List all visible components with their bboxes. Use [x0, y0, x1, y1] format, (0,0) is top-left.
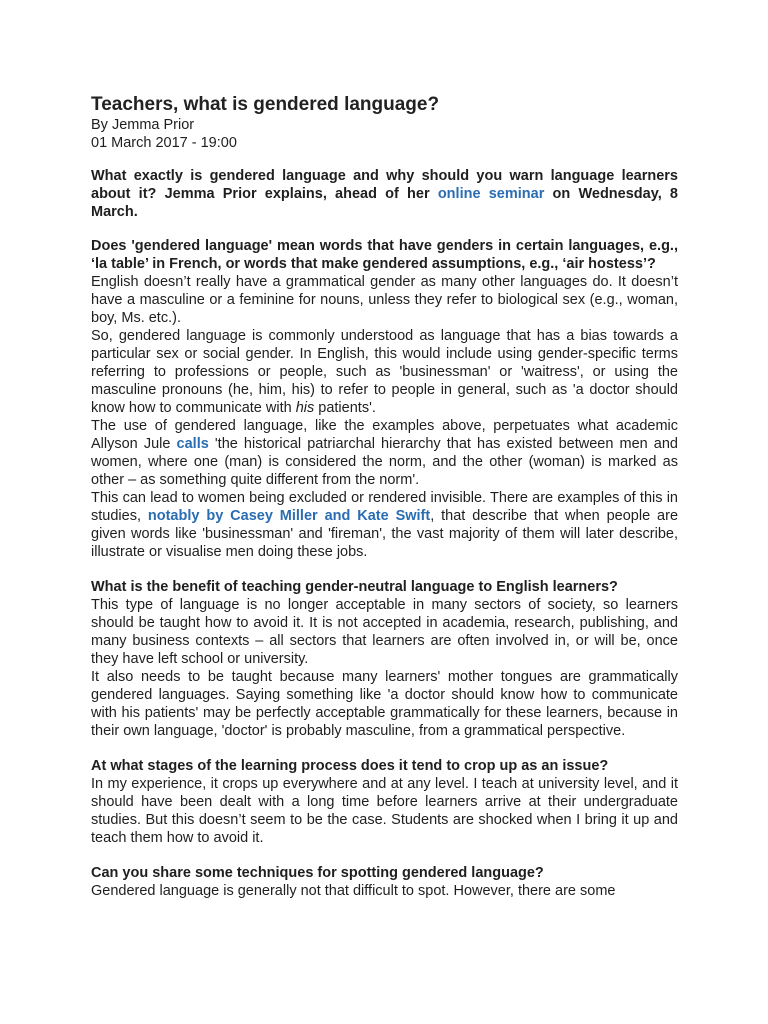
- section1-paragraph-4: [91, 489, 678, 561]
- section4-heading: Can you share some techniques for spotting gendered language?: [91, 865, 544, 881]
- miller-swift-link[interactable]: notably by Casey Miller and Kate Swift: [147, 508, 431, 524]
- section1-paragraph-2: [91, 327, 678, 417]
- section1-p4-before: This can lead to women being excluded or rendered invisible. There are examples of this in studies,: [91, 490, 678, 524]
- calls-link[interactable]: calls: [176, 436, 209, 452]
- section1-p2-after: patients'.: [314, 400, 376, 416]
- article: [91, 93, 678, 900]
- section3-heading: At what stages of the learning process does it tend to crop up as an issue?: [91, 758, 609, 774]
- section1-paragraph-3: [91, 417, 678, 489]
- section1-heading: Does 'gendered language' mean words that have genders in certain languages, e.g., ‘la table’ in French, or words that make gendered assumptions, e.g., ‘air hostess’?: [91, 238, 678, 272]
- online-seminar-link[interactable]: online seminar: [437, 186, 545, 202]
- publish-date: 01 March 2017 - 19:00: [91, 135, 237, 151]
- section2-paragraph-2: It also needs to be taught because many learners' mother tongues are grammatically gendered languages. Saying something like 'a doctor should know how to communicate with his patients' may be perfectly acceptable grammatically for these learners, because in their own language, 'doctor' is probably masculine, from a grammatical perspective.: [91, 669, 678, 739]
- section4-paragraph-1: Gendered language is generally not that difficult to spot. However, there are some: [91, 883, 616, 899]
- section1-p2-emphasis: his: [295, 400, 315, 416]
- section1-p4-after: , that describe that when people are given words like 'businessman' and 'fireman', the vast majority of them will later describe, illustrate or visualise men doing these jobs.: [91, 508, 679, 560]
- section1-p2-before: So, gendered language is commonly understood as language that has a bias towards a particular sex or social gender. In English, this would include using gender-specific terms referring to professions or people, such as 'businessman' or 'waitress', or using the masculine pronouns (he, him, his) to refer to people in general, such as 'a doctor should know how to communicate with: [91, 328, 678, 416]
- section1-paragraph-1: English doesn’t really have a grammatical gender as many other languages do. It doesn’t have a masculine or a feminine for nouns, unless they refer to biological sex (e.g., woman, boy, Ms. etc.).: [91, 274, 678, 326]
- lead-paragraph: [91, 167, 678, 221]
- lead-text-after: on Wednesday, 8 March.: [91, 186, 678, 220]
- section3-paragraph-1: In my experience, it crops up everywhere and at any level. I teach at university level, and it should have been dealt with a long time before learners arrive at their undergraduate studies. But this doesn’t seem to be the case. Students are shocked when I bring it up and teach them how to avoid it.: [91, 776, 678, 846]
- section1-p3-after: 'the historical patriarchal hierarchy that has existed between men and women, where one (man) is considered the norm, and the other (woman) is marked as other – as something quite different from the norm'.: [91, 436, 678, 488]
- byline: By Jemma Prior: [91, 117, 195, 133]
- lead-text-before: What exactly is gendered language and why should you warn language learners about it? Jemma Prior explains, ahead of her: [91, 168, 678, 202]
- article-title: Teachers, what is gendered language?: [91, 94, 440, 115]
- section1-p3-before: The use of gendered language, like the examples above, perpetuates what academic Allyson Jule: [91, 418, 678, 452]
- section2-heading: What is the benefit of teaching gender-neutral language to English learners?: [91, 579, 618, 595]
- section2-paragraph-1: This type of language is no longer acceptable in many sectors of society, so learners should be taught how to avoid it. It is not accepted in academia, research, publishing, and many business contexts – all sectors that learners are often involved in, or will be, once they have left school or university.: [91, 597, 678, 667]
